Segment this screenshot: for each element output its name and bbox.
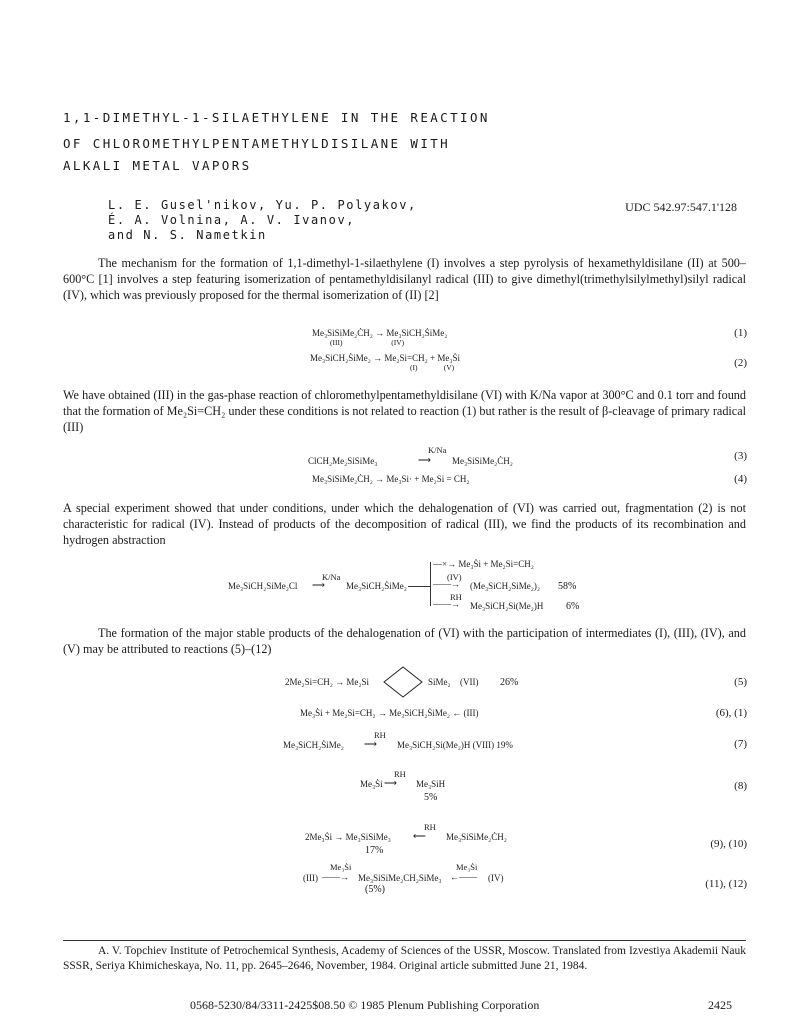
equation-7-arrow: ⟶ [364, 739, 377, 749]
equation-11-left: (III) [303, 873, 318, 883]
cyclodisilane-ring-diagram [380, 665, 426, 699]
equation-12-condition-2: Me₃Ṡi [456, 862, 478, 872]
authors-line-1: L. E. Gusel'nikov, Yu. P. Polyakov, [108, 198, 417, 212]
equation-5-label: (VII) [460, 677, 479, 687]
equation-9-condition: RH [424, 822, 436, 832]
equation-3-right: Me₃SiSiMe₂ĊH₂ [452, 456, 513, 466]
equation-4-number: (4) [734, 473, 747, 485]
footnote: A. V. Topchiev Institute of Petrochemical Synthesis, Academy of Sciences of the USSR, Moscow. Translated from Izvestiya Akademii Nauk SSSR, Seriya Khimicheskaya, No. 11, pp. 2645–2646, November, 1984. Original article submitted June 21, 1984. [63, 945, 746, 972]
equation-8-right: Me₃SiH [416, 779, 446, 789]
scheme-branch-2: (Me₃SiCH₂SiMe₂)₂ [470, 581, 541, 591]
equation-1: Me₃SiSiMe₂ĊH₂ → Me₃SiCH₂ṠiMe₂ [312, 328, 448, 338]
equation-6-number: (6), (1) [715, 707, 747, 719]
udc-code: UDC 542.97:547.1'128 [625, 200, 737, 214]
paragraph-3: A special experiment showed that under conditions, under which the dehalogenation of (VI) was carried out, fragmentation (2) is not characteristic for radical (IV). Instead of products of the decomposition of radical (III), we find the products of its recombination and hydrogen abstraction [63, 501, 746, 547]
equation-11-yield: (5%) [365, 884, 385, 895]
paragraph-2: We have obtained (III) in the gas-phase reaction of chloromethylpentamethyldisilane (VI) with K/Na vapor at 300°C and 0.1 torr and found that the formation of Me₂Si=CH₂ under these conditions is not related to reaction (1) but rather is the result of β-cleavage of primary radical (III) [63, 388, 746, 434]
equation-7-left: Me₃SiCH₂ṠiMe₂ [283, 740, 344, 750]
scheme-branch-2-condition: (IV) [447, 572, 462, 582]
equation-2: Me₃SiCH₂ṠiMe₂ → Me₂Si=CH₂ + Me₃Ṡi [310, 353, 460, 363]
equation-9-right: Me₃SiSiMe₂ĊH₂ [446, 832, 507, 842]
equation-5-yield: 26% [500, 677, 519, 688]
scheme-branch-2-yield: 58% [558, 581, 577, 592]
equation-3-condition: K/Na [428, 445, 447, 455]
scheme-intermediate: Me₃SiCH₂ṠiMe₂ [346, 581, 407, 591]
equation-8-condition: RH [394, 769, 406, 779]
scheme-arrow: ⟶ [312, 580, 325, 590]
scheme-branch-3-arrow: ——→ [433, 599, 460, 609]
equation-5-number: (5) [734, 676, 747, 688]
scheme-condition: K/Na [322, 572, 341, 582]
equation-8-yield: 5% [424, 792, 438, 803]
paragraph-1: The mechanism for the formation of 1,1-dimethyl-1-silaethylene (I) involves a step pyrolysis of hexamethyldisilane (II) at 500–600°C [1] involves a step featuring isomerization of pentamethyldisilanyl radical (III) to give dimethyl(trimethylsilylmethyl)silyl radical (IV), which was previously proposed for the thermal isomerization of (II) [2] [63, 256, 746, 302]
equation-9-left: 2Me₃Ṡi → Me₃SiSiMe₃ [305, 832, 391, 842]
paragraph-4: The formation of the major stable products of the dehalogenation of (VI) with the participation of intermediates (I), (III), (IV), and (V) may be attributed to reactions (5)–(12) [63, 626, 746, 656]
scheme-bracket [430, 562, 431, 606]
equation-8-left: Me₃Ṡi [360, 779, 383, 789]
equation-6: Me₃Ṡi + Me₂Si=CH₂ → Me₃SiCH₂ṠiMe₂ ← (III) [300, 708, 479, 718]
scheme-branch-3-condition: RH [450, 592, 462, 602]
equation-7-number: (7) [734, 738, 747, 750]
scheme-connector [408, 586, 430, 587]
equation-11-12-number: (11), (12) [705, 878, 747, 890]
equation-11-condition-1: Me₃Ṡi [330, 862, 352, 872]
equation-5-left: 2Me₂Si=CH₂ → Me₂Si [285, 677, 369, 687]
equation-5-right: SiMe₂ [428, 677, 451, 687]
equation-3-arrow: ⟶ [418, 455, 431, 465]
equation-3-left: ClCH₂Me₂SiSiMe₃ [308, 456, 378, 466]
equation-4: Me₃SiSiMe₂ĊH₂ → Me₃Si· + Me₂Si = CH₂ [312, 474, 470, 484]
scheme-branch-3-yield: 6% [566, 601, 580, 612]
equation-9-10-number: (9), (10) [710, 838, 747, 850]
equation-1-labels: (III) (IV) [330, 338, 405, 347]
authors-line-3: and N. S. Nametkin [108, 228, 267, 242]
scheme-branch-2-arrow: ——→ [433, 579, 460, 589]
equation-11-arrow-1: ——→ [322, 872, 349, 882]
scheme-branch-3: Me₃SiCH₂Si(Me₂)H [470, 601, 544, 611]
equation-11-product: Me₃SiSiMe₂CH₂SiMe₃ [358, 873, 442, 883]
authors-line-2: É. A. Volnina, A. V. Ivanov, [108, 213, 356, 227]
equation-12-right: (IV) [488, 873, 504, 883]
footnote-rule [63, 940, 746, 941]
equation-9-yield: 17% [365, 845, 384, 856]
equation-12-arrow-2: ←—— [450, 872, 477, 882]
equation-2-labels: (I) (V) [410, 363, 455, 372]
equation-8-number: (8) [734, 780, 747, 792]
equation-7-right: Me₃SiCH₂Si(Me₂)H (VIII) 19% [397, 740, 513, 750]
scheme-reactant: Me₃SiCH₂SiMe₂Cl [228, 581, 298, 591]
equation-2-number: (2) [734, 357, 747, 369]
equation-1-number: (1) [734, 327, 747, 339]
equation-9-arrow: ⟵ [413, 831, 426, 841]
equation-7-condition: RH [374, 730, 386, 740]
page-number: 2425 [708, 998, 732, 1012]
title-line-1: 1,1-DIMETHYL-1-SILAETHYLENE IN THE REACTION [63, 110, 490, 125]
equation-3-number: (3) [734, 450, 747, 462]
equation-8-arrow: ⟶ [384, 778, 397, 788]
scheme-branch-1: —×→ Me₃Ṡi + Me₂Si=CH₂ [433, 559, 534, 569]
copyright-line: 0568-5230/84/3311-2425$08.50 © 1985 Plenum Publishing Corporation [190, 998, 540, 1012]
title-line-3: ALKALI METAL VAPORS [63, 158, 252, 173]
title-line-2: OF CHLOROMETHYLPENTAMETHYLDISILANE WITH [63, 136, 451, 151]
